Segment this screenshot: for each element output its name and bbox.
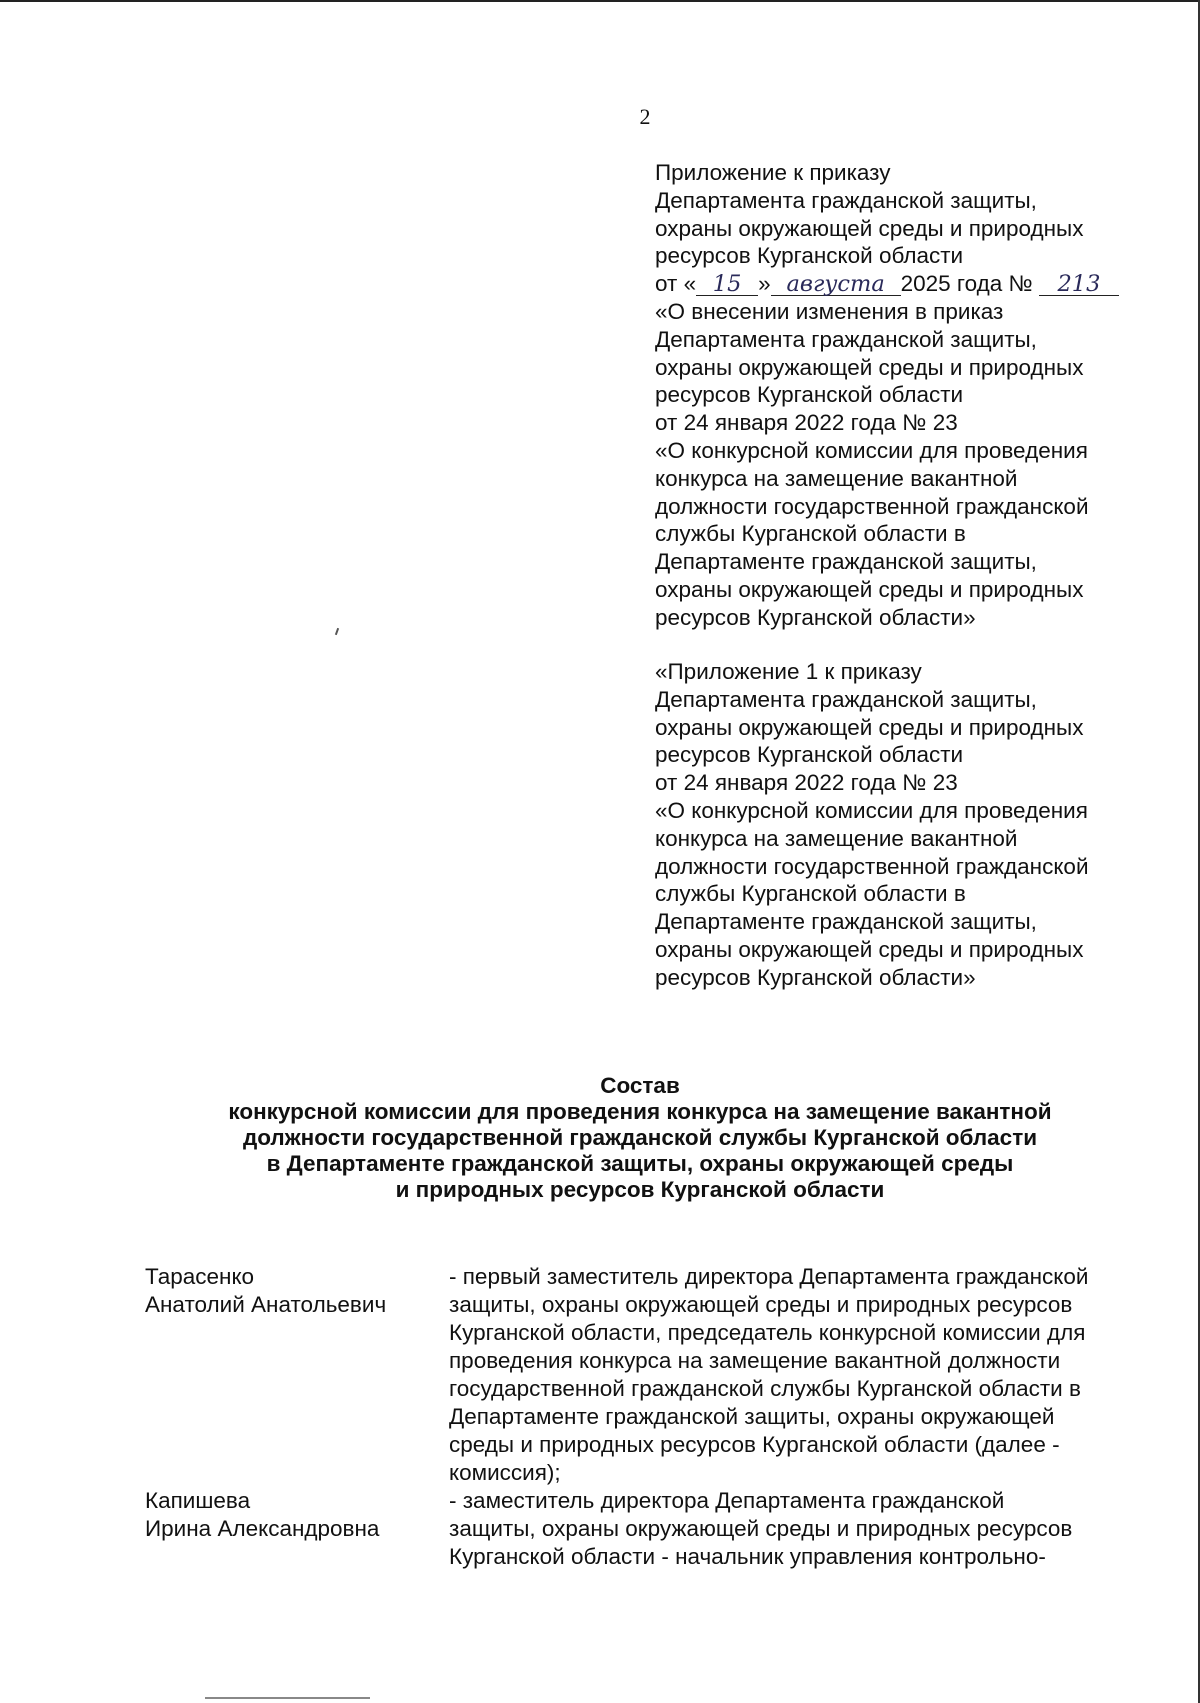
member-surname: Капишева <box>145 1488 251 1513</box>
order-title-line: должности государственной гражданской <box>655 493 1089 519</box>
order-title-line: от 24 января 2022 года № 23 <box>655 410 958 436</box>
appendix-1-line: «Приложение 1 к приказу <box>655 659 922 684</box>
order-title-line: «О внесении изменения в приказ <box>655 298 1004 324</box>
appendix-1-line: должности государственной гражданской <box>655 853 1089 879</box>
order-title-line: ресурсов Курганской области» <box>655 604 976 630</box>
appendix-1-line: ресурсов Курганской области <box>655 742 964 768</box>
member-given-names: Анатолий Анатольевич <box>145 1292 387 1317</box>
date-mid: » <box>758 271 771 297</box>
scan-top-edge <box>0 0 1200 2</box>
composition-title-line: Состав <box>600 1073 680 1098</box>
member-role-line: - первый заместитель директора Департамента гражданской <box>449 1264 1089 1289</box>
appendix-1-line: охраны окружающей среды и природных <box>655 936 1084 962</box>
composition-title-line: и природных ресурсов Курганской области <box>395 1177 885 1202</box>
member-row <box>145 1263 1155 1487</box>
member-role-line: проведения конкурса на замещение вакантной должности <box>449 1348 1061 1373</box>
member-role <box>449 1263 1155 1487</box>
appendix-header-line: Приложение к приказу <box>655 160 891 185</box>
order-title-line: Департамента гражданской защиты, <box>655 326 1037 352</box>
order-title-line: охраны окружающей среды и природных <box>655 354 1084 380</box>
appendix-header-line: Департамента гражданской защиты, <box>655 187 1037 213</box>
appendix-header-line: ресурсов Курганской области <box>655 243 964 269</box>
members-list <box>145 1263 1155 1571</box>
stray-mark <box>335 628 339 635</box>
member-row <box>145 1487 1155 1571</box>
date-year: 2025 года № <box>900 271 1033 297</box>
composition-title-line: в Департаменте гражданской защиты, охраны окружающей среды <box>266 1151 1014 1176</box>
member-role-line: Департаменте гражданской защиты, охраны окружающей <box>449 1404 1055 1429</box>
order-title-line: «О конкурсной комиссии для проведения <box>655 437 1088 463</box>
order-date-line <box>655 270 1175 298</box>
appendix-header-line: охраны окружающей среды и природных <box>655 215 1084 241</box>
appendix-1-line: от 24 января 2022 года № 23 <box>655 770 958 796</box>
member-role-line: - заместитель директора Департамента гражданской <box>449 1488 1005 1513</box>
appendix-1-line: «О конкурсной комиссии для проведения <box>655 797 1088 823</box>
member-name <box>145 1487 449 1571</box>
handwritten-month: августа <box>771 273 901 296</box>
appendix-1-header <box>655 658 1175 992</box>
order-title-line: конкурса на замещение вакантной <box>655 465 1018 491</box>
order-title-line: охраны окружающей среды и природных <box>655 576 1084 602</box>
appendix-1-line: службы Курганской области в <box>655 881 966 907</box>
handwritten-order-number: 213 <box>1039 273 1119 296</box>
member-given-names: Ирина Александровна <box>145 1516 380 1541</box>
member-name <box>145 1263 449 1487</box>
appendix-1-line: ресурсов Курганской области» <box>655 964 976 990</box>
handwritten-day: 15 <box>696 273 758 296</box>
composition-title-line: должности государственной гражданской службы Курганской области <box>242 1125 1038 1150</box>
member-surname: Тарасенко <box>145 1264 255 1289</box>
member-role-line: защиты, охраны окружающей среды и природных ресурсов <box>449 1292 1073 1317</box>
appendix-1-line: Департаменте гражданской защиты, <box>655 909 1037 935</box>
bottom-scan-mark <box>205 1697 370 1699</box>
member-role-line: среды и природных ресурсов Курганской области (далее - <box>449 1432 1060 1457</box>
composition-title <box>150 1073 1130 1203</box>
appendix-1-line: охраны окружающей среды и природных <box>655 714 1084 740</box>
member-role-line: Курганской области - начальник управления контрольно- <box>449 1544 1046 1569</box>
member-role-line: защиты, охраны окружающей среды и природных ресурсов <box>449 1516 1073 1541</box>
member-role-line: государственной гражданской службы Курганской области в <box>449 1376 1081 1401</box>
order-title-line: службы Курганской области в <box>655 521 966 547</box>
order-title-line: ресурсов Курганской области <box>655 382 964 408</box>
composition-title-line: конкурсной комиссии для проведения конкурса на замещение вакантной <box>228 1099 1052 1124</box>
order-title-line: Департаменте гражданской защиты, <box>655 549 1037 575</box>
member-role <box>449 1487 1155 1571</box>
date-prefix: от « <box>655 271 697 297</box>
member-role-line: Курганской области, председатель конкурсной комиссии для <box>449 1320 1086 1345</box>
appendix-1-line: Департамента гражданской защиты, <box>655 686 1037 712</box>
member-role-line: комиссия); <box>449 1460 561 1485</box>
appendix-header <box>655 159 1175 632</box>
appendix-1-line: конкурса на замещение вакантной <box>655 825 1018 851</box>
page-number: 2 <box>639 104 651 129</box>
